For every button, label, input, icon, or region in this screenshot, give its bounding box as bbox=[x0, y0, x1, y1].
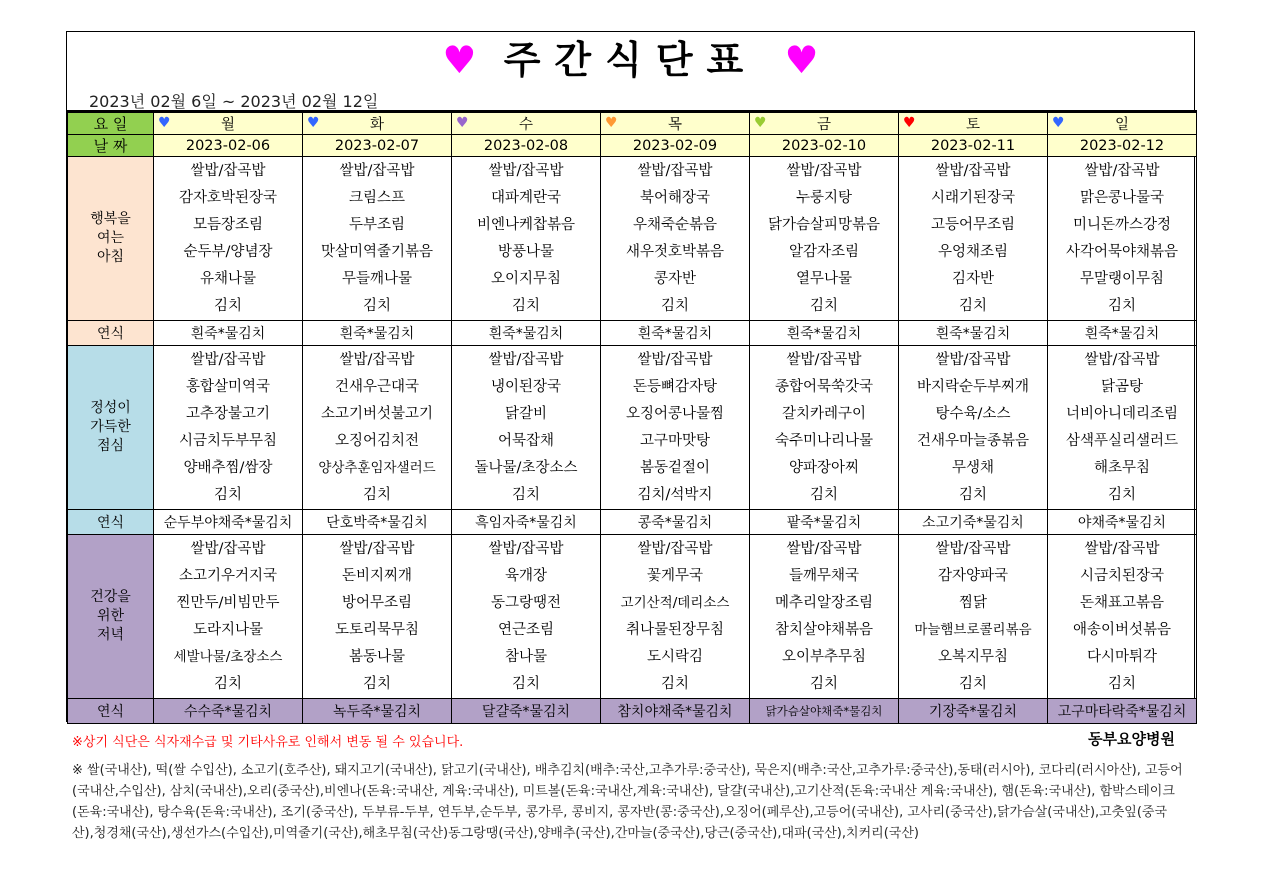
snack-cell: 참치야채죽*물김치 bbox=[601, 699, 750, 724]
menu-item: 도토리묵무침 bbox=[334, 622, 420, 638]
menu-cell bbox=[750, 535, 899, 699]
menu-cell bbox=[1048, 346, 1197, 510]
menu-cell bbox=[899, 157, 1048, 321]
menu-item: 숙주미나리나물 bbox=[774, 433, 874, 449]
menu-item: 오징어김치전 bbox=[334, 433, 420, 449]
date-cell: 2023-02-06 bbox=[154, 135, 303, 157]
menu-cell bbox=[452, 535, 601, 699]
menu-item: 쌀밥/잡곡밥 bbox=[190, 541, 266, 557]
title-text: 주간식단표 bbox=[503, 38, 758, 82]
menu-item: 김치 bbox=[362, 487, 391, 503]
menu-item: 동그랑땡전 bbox=[490, 595, 562, 611]
menu-item: 김치 bbox=[362, 676, 391, 692]
menu-cell bbox=[303, 157, 452, 321]
menu-item: 쌀밥/잡곡밥 bbox=[637, 541, 713, 557]
menu-item: 고기산적/데리소스 bbox=[620, 595, 730, 611]
menu-item: 김치 bbox=[213, 298, 242, 314]
menu-item: 해초무침 bbox=[1093, 460, 1151, 476]
menu-item: 도시락김 bbox=[646, 649, 704, 665]
menu-item: 봄동겉절이 bbox=[639, 460, 711, 476]
snack-cell: 흰죽*물김치 bbox=[899, 321, 1048, 346]
menu-item: 김치 bbox=[511, 298, 540, 314]
snack-cell: 흑임자죽*물김치 bbox=[452, 510, 601, 535]
menu-item: 미니돈까스강정 bbox=[1072, 217, 1172, 233]
date-row bbox=[68, 135, 1197, 157]
heart-pin-icon: ♥ bbox=[605, 115, 618, 131]
menu-item: 열무나물 bbox=[795, 271, 853, 287]
menu-item: 쌀밥/잡곡밥 bbox=[1084, 541, 1160, 557]
menu-item: 김치 bbox=[1107, 298, 1136, 314]
menu-item: 애송이버섯볶음 bbox=[1072, 622, 1172, 638]
menu-item: 고등어무조림 bbox=[930, 217, 1016, 233]
snack-cell: 수수죽*물김치 bbox=[154, 699, 303, 724]
day-name-row bbox=[68, 112, 1197, 135]
menu-item: 쌀밥/잡곡밥 bbox=[935, 352, 1011, 368]
menu-cell bbox=[154, 346, 303, 510]
day-name: 금 bbox=[816, 117, 831, 133]
day-name-cell bbox=[452, 112, 601, 135]
menu-item: 쌀밥/잡곡밥 bbox=[339, 352, 415, 368]
dinner-label bbox=[68, 535, 154, 699]
heart-pin-icon: ♥ bbox=[1052, 115, 1065, 131]
snack-cell: 흰죽*물김치 bbox=[601, 321, 750, 346]
menu-item: 김치 bbox=[213, 487, 242, 503]
menu-item: 방어무조림 bbox=[341, 595, 413, 611]
menu-item: 소고기우거지국 bbox=[178, 568, 278, 584]
heart-pin-icon: ♥ bbox=[754, 115, 767, 131]
menu-item: 쌀밥/잡곡밥 bbox=[488, 352, 564, 368]
menu-item: 너비아니데리조림 bbox=[1065, 406, 1179, 422]
menu-item: 시래기된장국 bbox=[930, 190, 1016, 206]
menu-cell bbox=[750, 346, 899, 510]
menu-item: 오이지무침 bbox=[490, 271, 562, 287]
heart-icon: ♥ bbox=[442, 38, 477, 82]
lunch-snack-row bbox=[68, 510, 1197, 535]
menu-item: 양상추훈임자샐러드 bbox=[318, 460, 436, 476]
menu-item: 우채죽순볶음 bbox=[632, 217, 718, 233]
menu-item: 김치 bbox=[660, 676, 689, 692]
menu-item: 쌀밥/잡곡밥 bbox=[190, 163, 266, 179]
snack-cell: 소고기죽*물김치 bbox=[899, 510, 1048, 535]
menu-cell bbox=[899, 535, 1048, 699]
menu-item: 건새우근대국 bbox=[334, 379, 420, 395]
snack-cell: 닭가슴살야채죽*물김치 bbox=[750, 699, 899, 724]
menu-item: 찜닭 bbox=[958, 595, 987, 611]
heart-pin-icon: ♥ bbox=[456, 115, 469, 131]
menu-item: 맛살미역줄기볶음 bbox=[320, 244, 434, 260]
snack-cell: 팥죽*물김치 bbox=[750, 510, 899, 535]
morning-menu-row bbox=[68, 157, 1197, 321]
menu-item: 양파장아찌 bbox=[788, 460, 860, 476]
snack-cell: 흰죽*물김치 bbox=[452, 321, 601, 346]
menu-item: 냉이된장국 bbox=[490, 379, 562, 395]
menu-item: 무생채 bbox=[951, 460, 995, 476]
menu-item: 모듬장조림 bbox=[192, 217, 264, 233]
day-name-cell bbox=[601, 112, 750, 135]
menu-item: 대파계란국 bbox=[490, 190, 562, 206]
morning-snack-row bbox=[68, 321, 1197, 346]
menu-item: 쌀밥/잡곡밥 bbox=[935, 541, 1011, 557]
lunch-label bbox=[68, 346, 154, 510]
menu-item: 참나물 bbox=[504, 649, 548, 665]
section-label-line: 아침 bbox=[96, 249, 125, 265]
menu-item: 김치 bbox=[958, 298, 987, 314]
menu-item: 돈등뼈감자탕 bbox=[632, 379, 718, 395]
section-label-line: 점심 bbox=[96, 438, 125, 454]
snack-cell: 고구마타락죽*물김치 bbox=[1048, 699, 1197, 724]
day-name: 토 bbox=[965, 117, 980, 133]
menu-item: 방풍나물 bbox=[497, 244, 555, 260]
menu-item: 닭가슴살피망볶음 bbox=[767, 217, 881, 233]
day-name: 화 bbox=[369, 117, 384, 133]
date-label: 날 짜 bbox=[68, 135, 154, 157]
menu-item: 건새우마늘종볶음 bbox=[916, 433, 1030, 449]
snack-label: 연식 bbox=[68, 699, 154, 724]
menu-item: 쌀밥/잡곡밥 bbox=[786, 163, 862, 179]
menu-cell bbox=[303, 346, 452, 510]
menu-cell bbox=[601, 157, 750, 321]
menu-item: 두부조림 bbox=[348, 217, 406, 233]
snack-cell: 흰죽*물김치 bbox=[1048, 321, 1197, 346]
heart-pin-icon: ♥ bbox=[307, 115, 320, 131]
menu-item: 오징어콩나물찜 bbox=[625, 406, 725, 422]
menu-item: 쌀밥/잡곡밥 bbox=[1084, 163, 1160, 179]
menu-item: 탕수육/소스 bbox=[935, 406, 1011, 422]
menu-item: 비엔나케찹볶음 bbox=[476, 217, 576, 233]
menu-item: 바지락순두부찌개 bbox=[916, 379, 1030, 395]
section-label-line: 가득한 bbox=[90, 419, 131, 435]
page-title bbox=[67, 38, 1194, 82]
menu-item: 고추장불고기 bbox=[185, 406, 271, 422]
menu-item: 김치/석박지 bbox=[637, 487, 713, 503]
menu-item: 김치 bbox=[809, 298, 838, 314]
menu-item: 김치 bbox=[660, 298, 689, 314]
menu-cell bbox=[750, 157, 899, 321]
menu-item: 돈비지찌개 bbox=[341, 568, 413, 584]
menu-item: 누룽지탕 bbox=[795, 190, 853, 206]
snack-cell: 녹두죽*물김치 bbox=[303, 699, 452, 724]
menu-item: 유채나물 bbox=[199, 271, 257, 287]
menu-item: 취나물된장무침 bbox=[625, 622, 725, 638]
day-name-cell bbox=[154, 112, 303, 135]
menu-cell bbox=[154, 535, 303, 699]
menu-item: 시금치된장국 bbox=[1079, 568, 1165, 584]
menu-item: 찐만두/비빔만두 bbox=[176, 595, 280, 611]
heart-pin-icon: ♥ bbox=[158, 115, 171, 131]
date-cell: 2023-02-09 bbox=[601, 135, 750, 157]
menu-item: 북어해장국 bbox=[639, 190, 711, 206]
menu-item: 쌀밥/잡곡밥 bbox=[339, 541, 415, 557]
menu-item: 김치 bbox=[213, 676, 242, 692]
menu-item: 육개장 bbox=[504, 568, 548, 584]
day-name: 월 bbox=[220, 117, 235, 133]
menu-item: 쌀밥/잡곡밥 bbox=[339, 163, 415, 179]
menu-item: 쌀밥/잡곡밥 bbox=[935, 163, 1011, 179]
snack-cell: 콩죽*물김치 bbox=[601, 510, 750, 535]
menu-cell bbox=[601, 346, 750, 510]
menu-item: 사각어묵야채볶음 bbox=[1065, 244, 1179, 260]
snack-cell: 단호박죽*물김치 bbox=[303, 510, 452, 535]
day-name-cell bbox=[899, 112, 1048, 135]
day-name: 수 bbox=[518, 117, 533, 133]
snack-label: 연식 bbox=[68, 510, 154, 535]
menu-item: 김치 bbox=[958, 487, 987, 503]
menu-item: 김자반 bbox=[951, 271, 995, 287]
menu-item: 쌀밥/잡곡밥 bbox=[190, 352, 266, 368]
snack-label: 연식 bbox=[68, 321, 154, 346]
menu-item: 닭곰탕 bbox=[1100, 379, 1144, 395]
menu-item: 갈치카레구이 bbox=[781, 406, 867, 422]
snack-cell: 흰죽*물김치 bbox=[154, 321, 303, 346]
menu-item: 무말랭이무침 bbox=[1079, 271, 1165, 287]
menu-cell bbox=[1048, 535, 1197, 699]
menu-item: 김치 bbox=[1107, 676, 1136, 692]
snack-cell: 흰죽*물김치 bbox=[303, 321, 452, 346]
menu-item: 봄동나물 bbox=[348, 649, 406, 665]
snack-cell: 기장죽*물김치 bbox=[899, 699, 1048, 724]
menu-item: 들깨무채국 bbox=[788, 568, 860, 584]
menu-item: 오이부추무침 bbox=[781, 649, 867, 665]
menu-item: 다시마튀각 bbox=[1086, 649, 1158, 665]
menu-item: 새우젓호박볶음 bbox=[625, 244, 725, 260]
hospital-name: 동부요양병원 bbox=[1088, 730, 1175, 748]
heart-icon: ♥ bbox=[784, 38, 819, 82]
menu-item: 도라지나물 bbox=[192, 622, 264, 638]
menu-item: 메추리알장조림 bbox=[774, 595, 874, 611]
menu-item: 맑은콩나물국 bbox=[1079, 190, 1165, 206]
menu-item: 삼색푸실리샐러드 bbox=[1065, 433, 1179, 449]
menu-item: 돌나물/초장소스 bbox=[474, 460, 578, 476]
day-name: 일 bbox=[1114, 117, 1129, 133]
menu-sheet bbox=[66, 31, 1195, 722]
menu-item: 소고기버섯불고기 bbox=[320, 406, 434, 422]
section-label-line: 정성이 bbox=[90, 400, 131, 416]
menu-item: 쌀밥/잡곡밥 bbox=[786, 352, 862, 368]
menu-cell bbox=[1048, 157, 1197, 321]
menu-item: 김치 bbox=[809, 676, 838, 692]
menu-item: 어묵잡채 bbox=[497, 433, 555, 449]
menu-item: 김치 bbox=[958, 676, 987, 692]
menu-item: 쌀밥/잡곡밥 bbox=[488, 541, 564, 557]
menu-item: 연근조림 bbox=[497, 622, 555, 638]
menu-item: 홍합살미역국 bbox=[185, 379, 271, 395]
menu-item: 김치 bbox=[511, 487, 540, 503]
menu-cell bbox=[452, 157, 601, 321]
menu-item: 무들깨나물 bbox=[341, 271, 413, 287]
menu-item: 쌀밥/잡곡밥 bbox=[786, 541, 862, 557]
menu-item: 꽃게무국 bbox=[646, 568, 704, 584]
day-name-cell bbox=[303, 112, 452, 135]
menu-item: 시금치두부무침 bbox=[178, 433, 278, 449]
date-range: 2023년 02월 6일 ~ 2023년 02월 12일 bbox=[89, 92, 379, 111]
menu-cell bbox=[899, 346, 1048, 510]
menu-item: 알감자조림 bbox=[788, 244, 860, 260]
day-name-cell bbox=[750, 112, 899, 135]
dinner-snack-row bbox=[68, 699, 1197, 724]
snack-cell: 흰죽*물김치 bbox=[750, 321, 899, 346]
section-label-line: 위한 bbox=[96, 608, 125, 624]
morning-label bbox=[68, 157, 154, 321]
date-cell: 2023-02-11 bbox=[899, 135, 1048, 157]
origin-info: ※ 쌀(국내산), 떡(쌀 수입산), 소고기(호주산), 돼지고기(국내산), 닭고기(국내산), 배추김치(배추:국산,고추가루:중국산), 묵은지(배추:국산,고추가루:중국산),동태(러시아), 코다리(러시아산), 고등어(국내산,수입산), 삼치(국내산),오리(중국산),비엔나(돈육:국내산, 계육:국내산), 미트볼(돈육:국내산,계육:국내산), 달걀(국내산),고기산적(돈육:국내산 계육:국내산), 햄(돈육:국내산), 함박스테이크(돈육:국내산), 탕수육(돈육:국내산), 조기(중국산), 두부류-두부, 연두부,순두부, 콩가루, 콩비지, 콩자반(콩:중국산),오징어(페루산),고등어(국내산), 고사리(중국산),닭가슴살(국내산),고춧잎(중국산),청경채(국산),생선가스(수입산),미역줄기(국산),해초무침(국산)동그랑땡(국산),양배추(국산),간마늘(중국산),당근(중국산),대파(국산),치커리(국산) bbox=[72, 763, 1183, 841]
change-notice: ※상기 식단은 식자재수급 및 기타사유로 인해서 변동 될 수 있습니다. bbox=[72, 735, 464, 750]
menu-item: 김치 bbox=[1107, 487, 1136, 503]
menu-item: 쌀밥/잡곡밥 bbox=[488, 163, 564, 179]
section-label-line: 행복을 bbox=[90, 211, 131, 227]
menu-item: 돈채표고볶음 bbox=[1079, 595, 1165, 611]
menu-item: 쌀밥/잡곡밥 bbox=[637, 163, 713, 179]
menu-item: 세발나물/초장소스 bbox=[173, 649, 283, 665]
menu-item: 순두부/양념장 bbox=[183, 244, 273, 260]
menu-item: 오복지무침 bbox=[937, 649, 1009, 665]
menu-cell bbox=[452, 346, 601, 510]
menu-item: 참치살야채볶음 bbox=[774, 622, 874, 638]
menu-item: 쌀밥/잡곡밥 bbox=[637, 352, 713, 368]
section-label-line: 여는 bbox=[96, 230, 125, 246]
heart-pin-icon: ♥ bbox=[903, 115, 916, 131]
menu-item: 종합어묵쑥갓국 bbox=[774, 379, 874, 395]
menu-cell bbox=[303, 535, 452, 699]
menu-item: 쌀밥/잡곡밥 bbox=[1084, 352, 1160, 368]
menu-item: 우엉채조림 bbox=[937, 244, 1009, 260]
day-name-cell bbox=[1048, 112, 1197, 135]
menu-item: 콩자반 bbox=[653, 271, 697, 287]
date-cell: 2023-02-07 bbox=[303, 135, 452, 157]
date-cell: 2023-02-12 bbox=[1048, 135, 1197, 157]
lunch-menu-row bbox=[68, 346, 1197, 510]
day-name: 목 bbox=[667, 117, 682, 133]
menu-item: 크림스프 bbox=[348, 190, 406, 206]
menu-item: 양배추찜/쌈장 bbox=[183, 460, 273, 476]
date-cell: 2023-02-10 bbox=[750, 135, 899, 157]
snack-cell: 순두부야채죽*물김치 bbox=[154, 510, 303, 535]
dinner-menu-row bbox=[68, 535, 1197, 699]
section-label-line: 건강을 bbox=[90, 589, 131, 605]
menu-item: 고구마맛탕 bbox=[639, 433, 711, 449]
menu-cell bbox=[154, 157, 303, 321]
menu-cell bbox=[601, 535, 750, 699]
snack-cell: 야채죽*물김치 bbox=[1048, 510, 1197, 535]
menu-item: 감자양파국 bbox=[937, 568, 1009, 584]
menu-item: 김치 bbox=[511, 676, 540, 692]
section-label-line: 저녁 bbox=[96, 627, 125, 643]
day-label: 요 일 bbox=[68, 112, 154, 135]
menu-item: 마늘햄브로콜리볶음 bbox=[914, 622, 1032, 638]
weekly-menu-table bbox=[67, 110, 1197, 724]
menu-item: 감자호박된장국 bbox=[178, 190, 278, 206]
date-cell: 2023-02-08 bbox=[452, 135, 601, 157]
menu-item: 김치 bbox=[362, 298, 391, 314]
menu-item: 김치 bbox=[809, 487, 838, 503]
menu-item: 닭갈비 bbox=[504, 406, 548, 422]
snack-cell: 달걀죽*물김치 bbox=[452, 699, 601, 724]
